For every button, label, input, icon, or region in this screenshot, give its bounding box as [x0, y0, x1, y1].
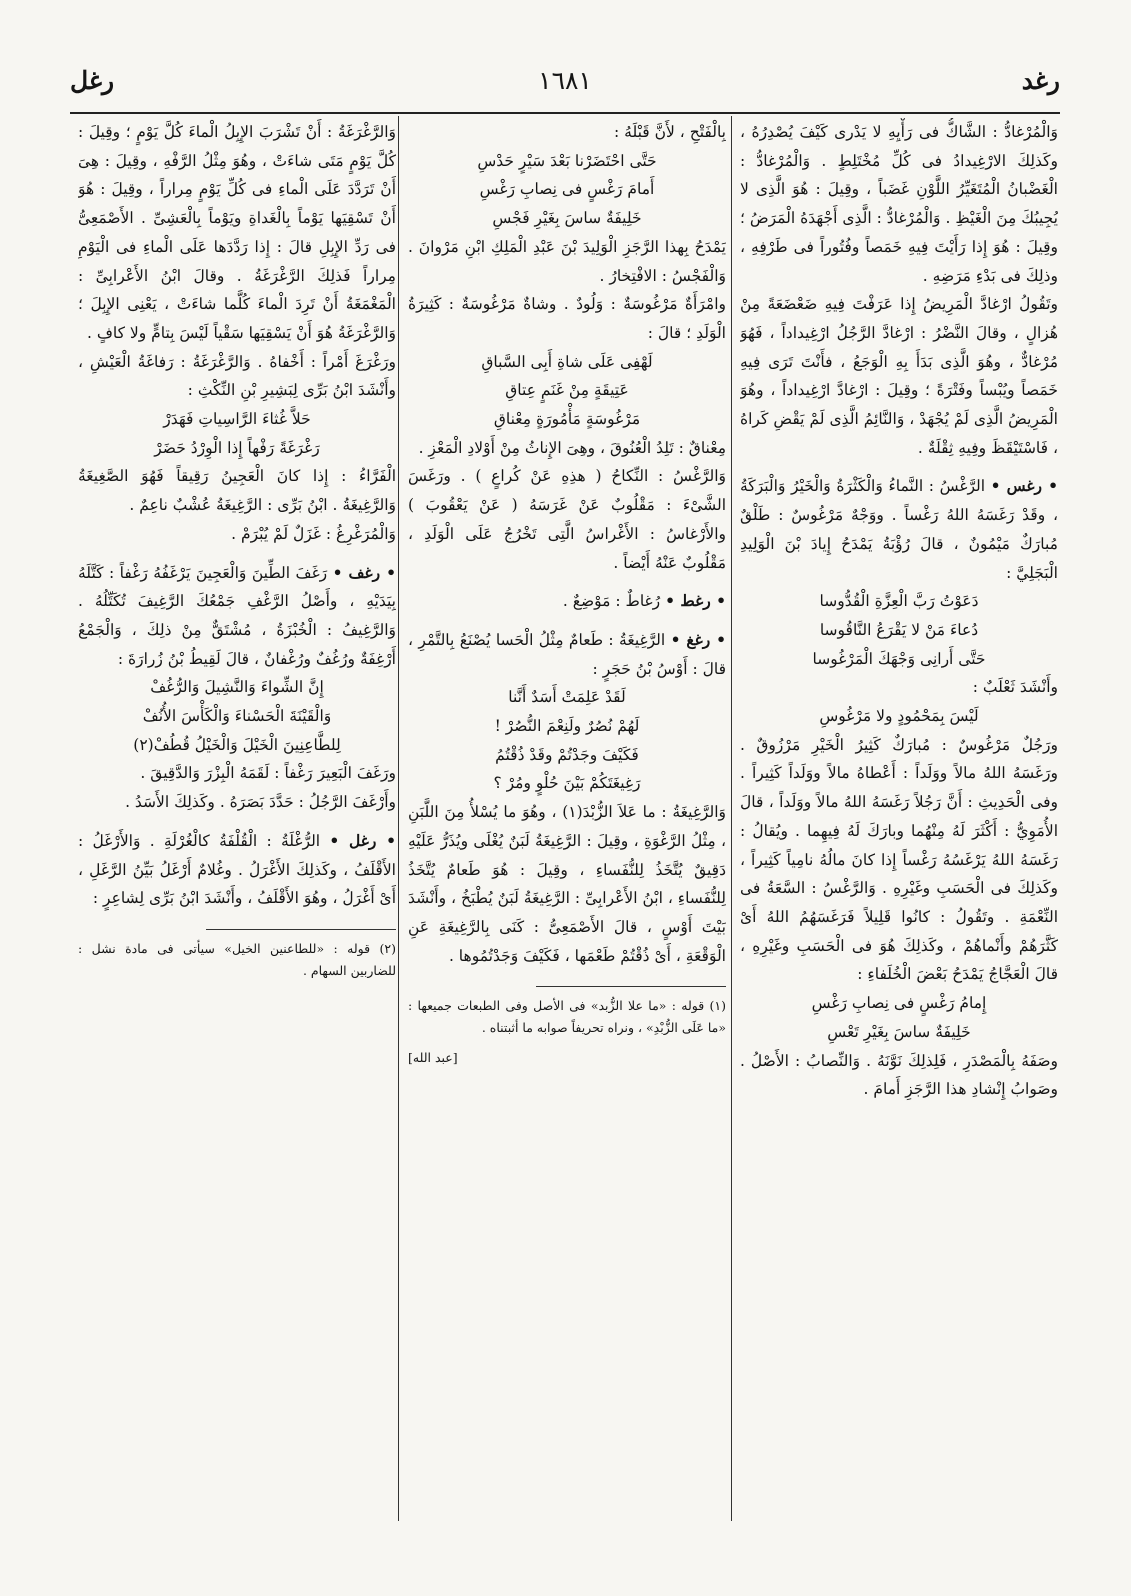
- verse-line: مَرْغُوسَةٍ مَأْمُورَةٍ مِعْناقِ: [493, 410, 641, 429]
- header-rule: [70, 112, 1060, 114]
- body-paragraph: بِالْفَتْحِ ، لأَنَّ قَبْلَهُ :: [614, 123, 726, 141]
- dictionary-entry: [740, 472, 1058, 587]
- entry-headword: • رغغ •: [670, 629, 726, 649]
- entry-text: الرَّغِيغَةُ : طَعامٌ مِثْلُ الْحَسا يُصْنَعُ بِالتَّمْرِ ، قالَ : أَوْسُ بْنُ حَجَرٍ :: [408, 630, 726, 678]
- body-paragraph: وَالْمُرْغادُّ : الشَّاكُّ فى رَأْيِهِ لا يَدْرى كَيْفَ يُصْدِرُهُ ، وكَذلِكَ الارْغِيدادُ فى كُلِّ مُخْتَلِطٍ . وَالْمُرْغادُّ : الْغَضْبانُ الْمُتَغَيِّرُ اللَّوْنِ غَضَباً ، وقِيلَ : هُوَ الَّذِى لا يُجِيبُكَ مِنَ الْغَيْظِ . وَالْمُرْغادُّ : الَّذِى أَجْهَدَهُ الْمَرَضُ ؛ وقِيلَ : هُوَ إِذا رَأَيْتَ فِيهِ خَمَصاً وفُتُوراً فى طَرْفِهِ ، وذلِكَ فى بَدْءِ مَرَضِهِ .: [740, 123, 1058, 285]
- entry-text: رُغاطٌ : مَوْضِعٌ .: [562, 592, 666, 611]
- body-paragraph: مِعْناقٌ : تَلِدُ الْعُنُوقَ ، وهِىَ الإِناثُ مِنْ أَوْلادِ الْمَعْزِ .: [418, 438, 726, 457]
- column-right: [740, 118, 1058, 1528]
- verse-line: رَغْرَغَةً رَفْهاً إِذا الْوِرْدُ حَضَرْ: [154, 438, 320, 457]
- verse-line: دَعَوْتُ رَبَّ الْعِزَّةِ الْقُدُّوسا: [819, 592, 979, 611]
- verse-line: حَلاَّ غُثاءَ الرَّاسِياتِ فَهَدَرْ: [163, 410, 311, 429]
- verse-line: رَغِيغَتَكُمْ بَيْنَ حُلْوٍ ومُرْ ؟: [493, 774, 641, 793]
- column-divider-right: [731, 116, 732, 1521]
- verse-line: لَيْسَ بِمَحْمُودٍ ولا مَرْغُوسِ: [819, 707, 979, 726]
- verse-line: خَلِيفَةٌ ساسَ بِغَيْرِ فَجْسِ: [492, 209, 642, 228]
- verse-line: وَالْقَيْنَةَ الْحَسْناءَ وَالْكَأْسَ الأُنُفْ: [142, 707, 332, 726]
- column-left: [78, 118, 396, 1528]
- body-paragraph: وَالرَّغْسُ : النِّكاحُ ( هذِهِ عَنْ كُراعٍ ) . ورَغَسَ الشَّىْءَ : مَقْلُوبٌ عَنْ غَرَسَهُ ( عَنْ يَعْقُوبَ ) والأَرْغاسُ : الأَغْراسُ الَّتِى تَخْرُجُ عَلَى الْوَلَدِ ، مَقْلُوبٌ عَنْهُ أَيْضاً .: [408, 467, 726, 572]
- body-paragraph: وأَنْشَدَ ثَعْلَبٌ :: [972, 678, 1058, 697]
- footnote-rule: [536, 986, 726, 987]
- page-header: [70, 52, 1060, 112]
- body-paragraph: يَمْدَحُ بِهذا الرَّجَزِ الْوَلِيدَ بْنَ عَبْدِ الْمَلِكِ ابْنِ مَرْوانَ . وَالْفَجْسُ : الافْتِخارُ .: [408, 237, 726, 285]
- verse-line: لَقَدْ عَلِمَتْ أَسَدٌ أَنَّنا: [508, 688, 626, 707]
- entry-headword: • رغف •: [332, 562, 396, 582]
- entry-text: رَغَفَ الطِّينَ وَالْعَجِينَ يَرْغَفُهُ رَغْفاً : كَتَّلَهُ بِيَدَيْهِ ، وأَصْلُ الرَّغْفِ جَمْعُكَ الرَّغِيفَ تُكَتِّلُهُ . وَالرَّغِيفُ : الْخُبْزَةُ ، مُشْتَقٌّ مِنْ ذلِكَ ، وَالْجَمْعُ أَرْغِفَةٌ ورُغُفٌ ورُغْفانٌ ، قالَ لَقِيطُ بْنُ زُرارَةَ :: [78, 563, 396, 668]
- body-paragraph: وَالْمُرَغْرِغُ : غَزَلٌ لَمْ يُبْرَمْ .: [231, 524, 396, 543]
- footnote-rule: [206, 929, 396, 930]
- body-paragraph: الْفَرَّاءُ : إِذا كانَ الْعَجِينُ رَقِيقاً فَهُوَ الصَّغِيغَةُ وَالرَّغِيغَةُ . ابْنُ بَرِّى : الرَّغِيغَةُ عُشْبٌ ناعِمٌ .: [78, 467, 396, 515]
- body-paragraph: وامْرَأَةٌ مَرْغُوسَةٌ : وَلُودٌ . وشاةٌ مَرْغُوسَةٌ : كَثِيرَةُ الْوَلَدِ ؛ قالَ :: [408, 295, 726, 342]
- verse-line: لِلطَّاعِنِينَ الْخَيْلَ وَالْخَيْلُ قُطُفْ(٢): [133, 735, 341, 754]
- dictionary-entry: [408, 587, 726, 616]
- body-paragraph: وأَرْغَفَ الرَّجُلُ : حَدَّدَ بَصَرَهُ . وكَذلِكَ الأَسَدُ .: [125, 793, 396, 812]
- verse-line: خَلِيفَةٌ ساسَ بِغَيْرِ تَعْسِ: [827, 1022, 971, 1041]
- body-paragraph: وَالرَّغِيغَةُ : ما عَلاَ الزُّبْدَ(١) ، وهُوَ ما يُسْلأُ مِنَ اللَّبَنِ ، مِثْلُ الرَّغْوَةِ ، وقِيلَ : الرَّغِيغَةُ لَبَنٌ يُغْلَى ويُذَرُّ عَلَيْهِ دَقِيقٌ يُتَّخَذُ لِلنُّفَساءِ ، وقِيلَ : هُوَ طَعامٌ يُتَّخَذُ لِلنُّفَساءِ ، ابْنُ الأَعْرابِىِّ : الرَّغِيغَةُ لَبَنٌ يُطْبَخُ ، وأَنْشَدَ بَيْتَ أَوْسٍ ، قالَ الأَصْمَعِىُّ : كَنَى بِالرَّغِيغَةِ عَنِ الْوَقْعَةِ ، أَىْ ذُقْتُمْ طَعْمَها ، فَكَيْفَ وَجَدْتُمُوها .: [408, 803, 726, 965]
- column-divider-left: [398, 116, 399, 1521]
- verse-line: حَتَّى احْتَضَرْنا بَعْدَ سَيْرٍ حَدْسِ: [477, 151, 657, 170]
- verse-line: أَمامَ رَغْسٍ فى نِصابِ رَغْسِ: [479, 180, 655, 199]
- verse-line: حَتَّى أَرانِى وَجْهَكَ الْمَرْغُوسا: [812, 649, 986, 668]
- footnote: (٢) قوله : «للطاعنين الخيل» سيأتى فى مادة نشل : للضاربين السهام .: [78, 940, 396, 978]
- dictionary-entry: [408, 626, 726, 683]
- body-paragraph: ورَجُلٌ مَرْغُوسٌ : مُبارَكٌ كَثِيرُ الْخَيْرِ مَرْزُوقٌ . ورَغَسَهُ اللهُ مالاً ووَلَداً : أَعْطاهُ مالاً ووَلَداً كَثِيراً . وفى الْحَدِيثِ : أَنَّ رَجُلاً رَغَسَهُ اللهُ مالاً ووَلَداً ، قالَ الأُمَوِيُّ : أَكْثَرَ لَهُ مِنْهُما وبارَكَ لَهُ فِيهِما . ويُقالُ : رَغَسَهُ اللهُ يَرْغَسُهُ رَغْساً إِذا كانَ مالُهُ نامِياً كَثِيراً ، وكَذلِكَ فى الْحَسَبِ وغَيْرِهِ . وَالرَّغْسُ : السَّعَةُ فى النِّعْمَةِ . وتَقُولُ : كانُوا قَلِيلاً فَرَغَسَهُمُ اللهُ أَىْ كَثَّرَهُمْ وأَنْماهُمْ ، وكَذلِكَ هُوَ فى الْحَسَبِ وغَيْرِهِ ، قالَ الْعَجَّاجُ يَمْدَحُ بَعْضَ الْخُلَفاءِ :: [740, 735, 1058, 984]
- entry-text: الرَّغْسُ : النَّماءُ وَالْكَثْرَةُ وَالْخَيْرُ وَالْبَرَكَةُ ، وقَدْ رَغَسَهُ اللهُ رَغْساً . ووَجْهٌ مَرْغُوسٌ : طَلْقٌ مُبارَكٌ مَيْمُونٌ ، قالَ رُؤْبَةُ يَمْدَحُ إِيادَ بْنَ الْوَلِيدِ الْبَجَلِيَّ :: [740, 477, 1058, 582]
- left-running-headword: رغل: [70, 66, 115, 95]
- verse-line: دُعاءَ مَنْ لا يَقْرَعُ النَّاقُوسا: [819, 620, 979, 639]
- body-paragraph: وَالرَّغْرَغَةُ : أَنْ تَشْرَبَ الإِبِلُ الْماءَ كُلَّ يَوْمٍ ؛ وقِيلَ : كُلَّ يَوْمٍ مَتَى شاءَتْ ، وهُوَ مِثْلُ الرَّفْهِ ، وقِيلَ : هِىَ أَنْ تَرَدَّدَ عَلَى الْماءِ فى كُلِّ يَوْمٍ مِراراً ، وقِيلَ : هُوَ أَنْ تَسْقِيَها يَوْماً بِالْغَداةِ ويَوْماً بِالْعَشِىِّ . الأَصْمَعِىُّ فى رَدِّ الإِبِلِ قالَ : إِذا رَدَّدَها عَلَى الْماءِ فى الْيَوْمِ مِراراً فَذلِكَ الرَّغْرَغَةُ . وقالَ ابْنُ الأَعْرابِىِّ : الْمَغْمَغَةُ أَنْ تَرِدَ الْماءَ كُلَّما شاءَتْ ، يَعْنِى الإِبِلَ ؛ وَالرَّغْرَغَةُ هُوَ أَنْ يَسْقِيَها سَقْياً لَيْسَ بِتامٍّ ولا كافٍ .: [78, 123, 396, 342]
- editor-signature: [عبد الله]: [408, 1050, 458, 1066]
- verse-line: فَكَيْفَ وجَدْتُمْ وقَدْ ذُقْتُمُ: [495, 745, 639, 764]
- body-paragraph: ورَغْرَغَ أَمْراً : أَخْفاهُ . وَالرَّغْرَغَةُ : رَفاغَةُ الْعَيْشِ ، وأَنْشَدَ ابْنُ بَرِّى لِبَشِيرِ بْنِ النِّكْثِ :: [78, 352, 396, 400]
- entry-headword: • رغل •: [329, 830, 396, 850]
- column-middle: [408, 118, 726, 1528]
- dictionary-entry: [78, 827, 396, 913]
- dictionary-entry: [78, 559, 396, 674]
- body-paragraph: ورَغَفَ الْبَعِيرَ رَغْفاً : لَقَمَهُ الْبِزْرَ وَالدَّقِيقَ .: [140, 764, 396, 783]
- verse-line: لَهُمْ نُصُرٌ ولَنِعْمَ النُّصُرْ !: [494, 717, 640, 736]
- verse-line: عَتِيقَةٍ مِنْ غَنَمٍ عِتاقِ: [505, 381, 629, 400]
- footnote: (١) قوله : «ما علا الزُّبد» فى الأصل وفى الطبعات جميعها : «ما عَلَى الزُّبْدِ» ، ونراه تحريفاً صوابه ما أثبتناه .: [408, 998, 726, 1036]
- right-running-headword: رغد: [1021, 66, 1060, 95]
- verse-line: إِمامُ رَغْسٍ فى نِصابِ رَغْسِ: [811, 994, 987, 1013]
- entry-headword: • رغس •: [990, 476, 1058, 496]
- verse-line: لَهْفِى عَلَى شاةِ أَبِى السَّباقِ: [481, 352, 653, 371]
- entry-headword: • رغط •: [665, 591, 726, 611]
- page-number: ١٦٨١: [538, 66, 592, 95]
- verse-line: إِنَّ الشِّواءَ وَالنَّشِيلَ وَالرُّغُفْ: [150, 678, 324, 697]
- body-paragraph: وتَقُولُ ارْغادَّ الْمَرِيضُ إِذا عَرَفْتَ فِيهِ ضَعْضَعَةً مِنْ هُزالٍ ، وقالَ النَّضْرُ : ارْغادَّ الرَّجُلُ ارْغِيداداً ، فَهُوَ مُرْغادٌّ ، وهُوَ الَّذِى بَدَأَ بِهِ الْوَجَعُ ، فأَنْتَ تَرَى فِيهِ خَمَصاً ويُبْساً وفَتْرَةً ؛ وقِيلَ : ارْغادَّ ارْغِيداداً ، وهُوَ الْمَرِيضُ الَّذِى لَمْ يُجْهَدْ ، وَالنَّائِمُ الَّذِى لَمْ يَقْضِ كَراهُ ، فَاسْتَيْقَظَ وفِيهِ ثِقْلَةٌ .: [740, 295, 1058, 457]
- body-paragraph: وصَفَهُ بِالْمَصْدَرِ ، فَلِذلِكَ نَوَّنَهُ . وَالنِّصابُ : الأَصْلُ . وصَوابُ إِنْشادِ هذا الرَّجَزِ أَمامَ .: [740, 1051, 1058, 1099]
- entry-text: الرُّغْلَةُ : الْقُلْفَةُ كالْغُرْلَةِ . وَالأَرْغَلُ : الأَقْلَفُ ، وكَذلِكَ الأَغْرَلُ . وغُلامٌ أَرْغَلُ بَيِّنُ الرَّغَلِ ، أَىْ أَغْرَلُ ، وهُوَ الأَقْلَفُ ، وأَنْشَدَ ابْنُ بَرِّى لِشاعِرٍ :: [78, 831, 396, 908]
